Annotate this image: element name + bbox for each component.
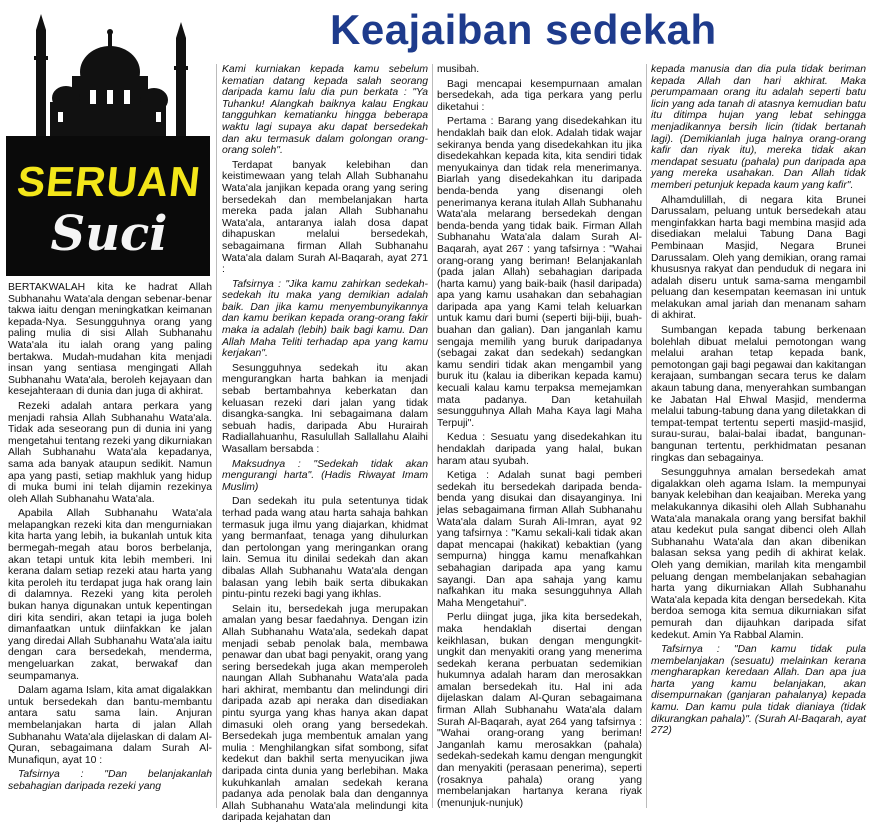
article-column-3 xyxy=(437,64,642,808)
paragraph: Sesungguhnya sedekah itu akan mengurangkan harta bahkan ia menjadi sebab bertambahnya keberkatan dan keluasan rezeki dari jalan yang tidak disangka-sangka. Ini sebagaimana dalam sebuah hadis, daripada Abu Hurairah Radiallahuanhu, Rasulullah Sallallahu Alaihi Wasallam bersabda : xyxy=(222,362,428,455)
paragraph: Perlu diingat juga, jika kita bersedekah, maka hendaklah disertai dengan keikhlasan, bukan dengan mengungkit-ungkit dan menyakiti orang yang menerima sedekah kerana perbuatan sedemikian hukumnya adalah haram dan merosakkan amalan bersedekah itu. Hal ini ada dijelaskan dalam Al-Quran sebagaimana firman Allah Subhanahu Wata'ala dalam Surah Al-Baqarah, ayat 264 yang tafsirnya : "Wahai orang-orang yang beriman! Janganlah kamu merosakkan (pahala) sedekah-sedekah kamu dengan mengungkit dan menyakiti (perasaan penerima), seperti (rosaknya pahala) orang yang membelanjakan hartanya kerana riyak (menunjuk-nunjuk) xyxy=(437,612,642,809)
seruan-suci-logo xyxy=(6,10,210,276)
mosque-silhouette-icon xyxy=(6,10,210,138)
quran-translation: Tafsirnya : "Dan kamu tidak pula membelanjakan (sesuatu) melainkan kerana mengharapkan keredaan Allah. Dan apa jua harta yang kamu belanjakan, akan disempurnakan (ganjaran pahalanya) kepada kamu. Dan kamu pula tidak dianiaya (tidak dikurangkan pahala)". (Surah Al-Baqarah, ayat 272) xyxy=(651,644,866,737)
article-column-2 xyxy=(222,64,428,824)
quran-translation: kepada manusia dan dia pula tidak beriman kepada Allah dan hari akhirat. Maka perumpamaan orang itu adalah seperti batu licin yang ada tanah di atasnya kemudian batu itu ditimpa hujan yang lebat sehingga menjadikannya bersih licin (tidak bertanah lagi). (Demikianlah juga halnya orang-orang kafir dan riyak itu), mereka tidak akan mendapat sesuatu (pahala) pun daripada apa yang mereka usahakan. Dan Allah tidak memberi petunjuk kepada kaum yang kafir". xyxy=(651,64,866,191)
paragraph: Pertama : Barang yang disedekahkan itu hendaklah baik dan elok. Adalah tidak wajar sekiranya benda yang disedekahkan itu jika disedekahkan kepada kita, kita sendiri tidak menyukainya dan tidak rela menerimanya. Biarlah yang disedekahkan itu daripada benda-benda yang disenangi oleh penerimanya kerana itulah Allah Subhanahu Wata'ala melarang bersedekah dengan benda-benda yang tidak baik. Firman Allah Subhanahu Wata'ala dalam Surah Al-Baqarah, ayat 267 : yang tafsirnya : "Wahai orang-orang yang beriman! Belanjakanlah (pada jalan Allah) sebahagian daripada (harta kamu) yang baik-baik (hasil daripada) apa yang kamu usahakan dan sebahagian daripada apa yang Kami telah keluarkan untuk kamu dari bumi (seperti biji-biji, buah-buahan dan galian). Dan janganlah kamu sengaja memilih yang buruk daripadanya (sebagai zakat dan sedekah) sedangkan kamu sendiri tidak akan mengambil yang buruk itu (kalau ia diberikan kepada kamu) kecuali kalau kamu terpaksa memejamkan mata padanya. Dan ketahuilah sesungguhnya Allah Maha Kaya lagi Maha Terpuji". xyxy=(437,116,642,429)
paragraph: Kedua : Sesuatu yang disedekahkan itu hendaklah daripada yang halal, bukan haram atau syubah. xyxy=(437,432,642,467)
quran-translation: Tafsirnya : "Dan belanjakanlah sebahagian daripada rezeki yang xyxy=(8,769,212,792)
paragraph: Apabila Allah Subhanahu Wata'ala melapangkan rezeki kita dan mengurniakan kita harta yang lebih, ia bukanlah untuk kita bermegah-megah atau boros berbelanja, akan tetapi untuk kita lebih memberi. Ini kerana dalam setiap rezeki atau harta yang kita peroleh itu terdapat juga hak orang lain di dalamnya. Rezeki yang kita peroleh bukan hanya digunakan untuk kepentingan diri kita sendiri, akan tetapi ia juga boleh dimanfaatkan untuk diinfakkan ke jalan yang diredai Allah Subhanahu Wata'ala iaitu dengan cara bersedekah, menderma, mengeluarkan zakat, berwakaf dan seumpamanya. xyxy=(8,508,212,682)
quran-translation: Tafsirnya : "Jika kamu zahirkan sedekah-sedekah itu maka yang demikian adalah baik. Dan jika kamu menyembunyikannya dan kamu berikan kepada orang-orang fakir maka ia adalah (lebih) baik bagi kamu. Dan Allah Maha Teliti terhadap apa yang kamu kerjakan". xyxy=(222,278,428,360)
paragraph: Sumbangan kepada tabung berkenaan bolehlah dibuat melalui pemotongan wang melalui arahan tetap kepada bank, pemotongan gaji bagi pegawai dan kakitangan kerajaan, sumbangan secara terus ke dalam akaun tabung dana, menyerahkan sumbangan ke Jabatan Hal Ehwal Masjid, menderma melalui tabung-tabung dana yang diletakkan di tempat-tempat tertentu seperti masjid-masjid, surau-surau, balai-balai ibadat, bangunan-bangunan tertentu, perkhidmatan pesanan ringkas dan sebagainya. xyxy=(651,325,866,464)
logo-word-suci: Suci xyxy=(50,206,168,262)
paragraph: Dan sedekah itu pula setentunya tidak terhad pada wang atau harta sahaja bahkan termasuk juga ilmu yang diajarkan, khidmat yang bermanfaat, tenaga yang dihulurkan dan pertolongan yang meringankan orang lain. Semua itu dinilai sedekah dan akan dibalas Allah Subhanahu Wata'ala dengan balasan yang lebih baik serta dibukakan pintu-pintu rezeki bagi yang ikhlas. xyxy=(222,496,428,601)
paragraph: Bagi mencapai kesempurnaan amalan bersedekah, ada tiga perkara yang perlu diketahui : xyxy=(437,78,642,113)
paragraph: Selain itu, bersedekah juga merupakan amalan yang besar faedahnya. Dengan izin Allah Subhanahu Wata'ala, sedekah dapat menjadi sebab penolak bala, membawa penawar dan ubat bagi penyakit, orang yang sering bersedekah juga akan memperoleh naungan Allah Subhanahu Wata'ala pada hari akhirat, membantu dan melindungi diri daripada azab api neraka dan disediakan pintu syurga yang khas hanya akan dapat dimasuki oleh orang yang bersedekah. Bersedekah juga membentuk amalan yang mulia : Menghilangkan sifat sombong, sifat kedekut dan bakhil serta menyucikan jiwa daripada cinta dunia yang berlebihan. Maka kukuhkanlah amalan sedekah kerana padanya ada penolak bala dan dengannya Allah Subhanahu Wata'ala melindungi kita daripada kejahatan dan xyxy=(222,603,428,824)
article-column-1 xyxy=(8,282,212,808)
paragraph: Ketiga : Adalah sunat bagi pemberi sedekah itu bersedekah daripada benda-benda yang disukai dan disayanginya. Ini jelas sebagaimana firman Allah Subhanahu Wata'ala dalam Surah Ali-Imran, ayat 92 yang tafsirnya : "Kamu sekali-kali tidak akan dapat mencapai (hakikat) kebaktian (yang sempurna) hingga kamu menafkahkan sebahagian daripada apa yang kamu sayangi. Dan apa sahaja yang kamu nafkahkan itu maka sesungguhnya Allah Maha Mengetahui". xyxy=(437,470,642,609)
hadith-quote: Maksudnya : "Sedekah tidak akan mengurangi harta". (Hadis Riwayat Imam Muslim) xyxy=(222,458,428,493)
paragraph: musibah. xyxy=(437,64,480,75)
article-column-4 xyxy=(651,64,866,808)
paragraph: Alhamdulillah, di negara kita Brunei Darussalam, peluang untuk bersedekah atau menginfakkan harta bagi membina masjid ada disediakan melalui Tabung Dana Bagi Pembinaan Masjid, Negara Brunei Darussalam. Oleh yang demikian, orang ramai khususnya rakyat dan penduduk di negara ini adalah diseru untuk sama-sama mengambil peluang dan kesempatan keemasan ini untuk melakukan amal jariah dan menanam saham di akhirat. xyxy=(651,194,866,322)
article-title: Keajaiban sedekah xyxy=(330,6,717,53)
column-divider xyxy=(216,64,217,808)
quran-translation: Kami kurniakan kepada kamu sebelum kematian datang kepada salah seorang daripada kamu lalu dia pun berkata : "Ya Tuhanku! Alangkah baiknya kalau Engkau tangguhkan kematianku hingga beberapa waktu lagi supaya aku dapat bersedekah dan aku termasuk dalam golongan orang-orang soleh". xyxy=(222,64,428,157)
paragraph: Rezeki adalah antara perkara yang menjadi rahsia Allah Subhanahu Wata'ala. Tidak ada seseorang pun di dunia ini yang mengetahui tentang rezeki yang dikurniakan Allah Subhanahu Wata'ala kepadanya, sama ada banyak ataupun sedikit. Namun apa yang pasti, setiap makhluk yang hidup di muka bumi ini telah dijamin rezekinya oleh Allah Subhanahu Wata'ala. xyxy=(8,400,212,505)
column-divider xyxy=(646,64,647,808)
logo-word-seruan: SERUAN xyxy=(14,158,204,205)
paragraph: Dalam agama Islam, kita amat digalakkan untuk bersedekah dan bantu-membantu antara satu sama lain. Anjuran membelanjakan harta di jalan Allah Subhanahu Wata'ala dijelaskan di dalam Al-Quran, sebagaimana dalam Surah Al-Munafiqun, ayat 10 : xyxy=(8,685,212,766)
paragraph: Sesungguhnya amalan bersedekah amat digalakkan oleh agama Islam. Ia mempunyai banyak kelebihan dan keajaiban. Mereka yang melakukannya dikasihi oleh Allah Subhanahu Wata'ala manakala orang yang bersifat bakhil atau kedekut pula sangat dibenci oleh Allah Subhanahu Wata'ala dan akan dibenikan balasan seksa yang pedih di akhirat kelak. Oleh yang demikian, marilah kita mengambil peluang dengan membelanjakan sebahagian harta yang dikurniakan Allah Subhanahu Wata'ala kepada kita dengan bersedekah. Kita berdoa semoga kita semua dikurniakan sifat pemurah dan dijauhkan daripada sifat kedekut. Amin Ya Rabbal Alamin. xyxy=(651,467,866,641)
paragraph: Terdapat banyak kelebihan dan keistimewaan yang telah Allah Subhanahu Wata'ala janjikan kepada orang yang sering bersedekah dan membelanjakan harta mereka pada jalan Allah Subhanahu Wata'ala, antaranya ialah dosa dapat dihapuskan melalui bersedekah, sebagaimana firman Allah Subhanahu Wata'ala dalam Surah Al-Baqarah, ayat 271 : xyxy=(222,159,428,276)
column-divider xyxy=(432,64,433,808)
paragraph: BERTAKWALAH kita ke hadrat Allah Subhanahu Wata'ala dengan sebenar-benar takwa iaitu dengan meningkatkan keimanan kepada-Nya. Sesungguhnya orang yang paling mulia di sisi Allah Subhanahu Wata'ala itu ialah orang yang paling bertakwa. Mudah-mudahan kita menjadi insan yang sentiasa mengingati Allah Subhanahu Wata'ala, beroleh kejayaan dan kesejahteraan di dunia dan juga di akhirat. xyxy=(8,282,212,398)
